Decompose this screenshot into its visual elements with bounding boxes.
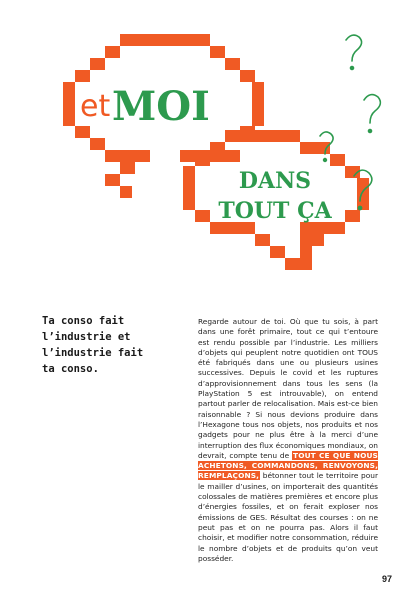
- pull-quote: [42, 313, 172, 377]
- question-mark-icon: [346, 35, 362, 69]
- pull-quote-line: l’industrie et: [42, 331, 131, 343]
- body-text-end: bétonner tout le territoire pour le mailler d’usines, on importerait des quantités colossales de matières premières et encore plus d’énergies fossiles, et on ferait exploser nos émissions de GES. Résultat des courses : on ne peut pas et on ne pourra pas. Alors il faut choisir, et modifier notre consommation, réduire le nombre d’objets et de produits qu’on veut posséder.: [198, 471, 378, 563]
- highlighted-text: TOUT CE QUE NOUS ACHETONS, COMMANDONS, RENVOYONS, REMPLAÇONS,: [198, 450, 378, 481]
- page-number: 97: [381, 574, 392, 584]
- body-text-start: Regarde autour de toi. Où que tu sois, à part dans une forêt primaire, tout ce qui t’entoure est rendu possible par l’industrie. Les milliers d’objets qui peuplent notre quotidien ont TOUS été fabriqués dans une ou plusieurs usines successives. Depuis le covid et les ruptures d’approvisionnement dans tous les sens (la PlayStation 5 est introuvable), on entend partout parler de relocalisation. Mais est-ce bien raisonnable ? Si nous devions produire dans l’Hexagone tous nos objets, nos produits et nos gadgets pour ne plus être à la merci d’une interruption des flux économiques mondiaux, on devrait, compte tenu de: [198, 317, 378, 460]
- pull-quote-line: Ta conso fait: [42, 315, 125, 327]
- title-dans: DANS: [238, 168, 312, 194]
- title-moi: MOI: [112, 83, 210, 130]
- title-illustration: [0, 0, 416, 300]
- pull-quote-line: ta conso.: [42, 363, 99, 375]
- title-tout-ca: TOUT ÇA: [218, 198, 332, 224]
- question-mark-icon: [364, 95, 380, 133]
- body-paragraph: [198, 317, 378, 564]
- title-et: et: [80, 89, 111, 124]
- pull-quote-line: l’industrie fait: [42, 347, 144, 359]
